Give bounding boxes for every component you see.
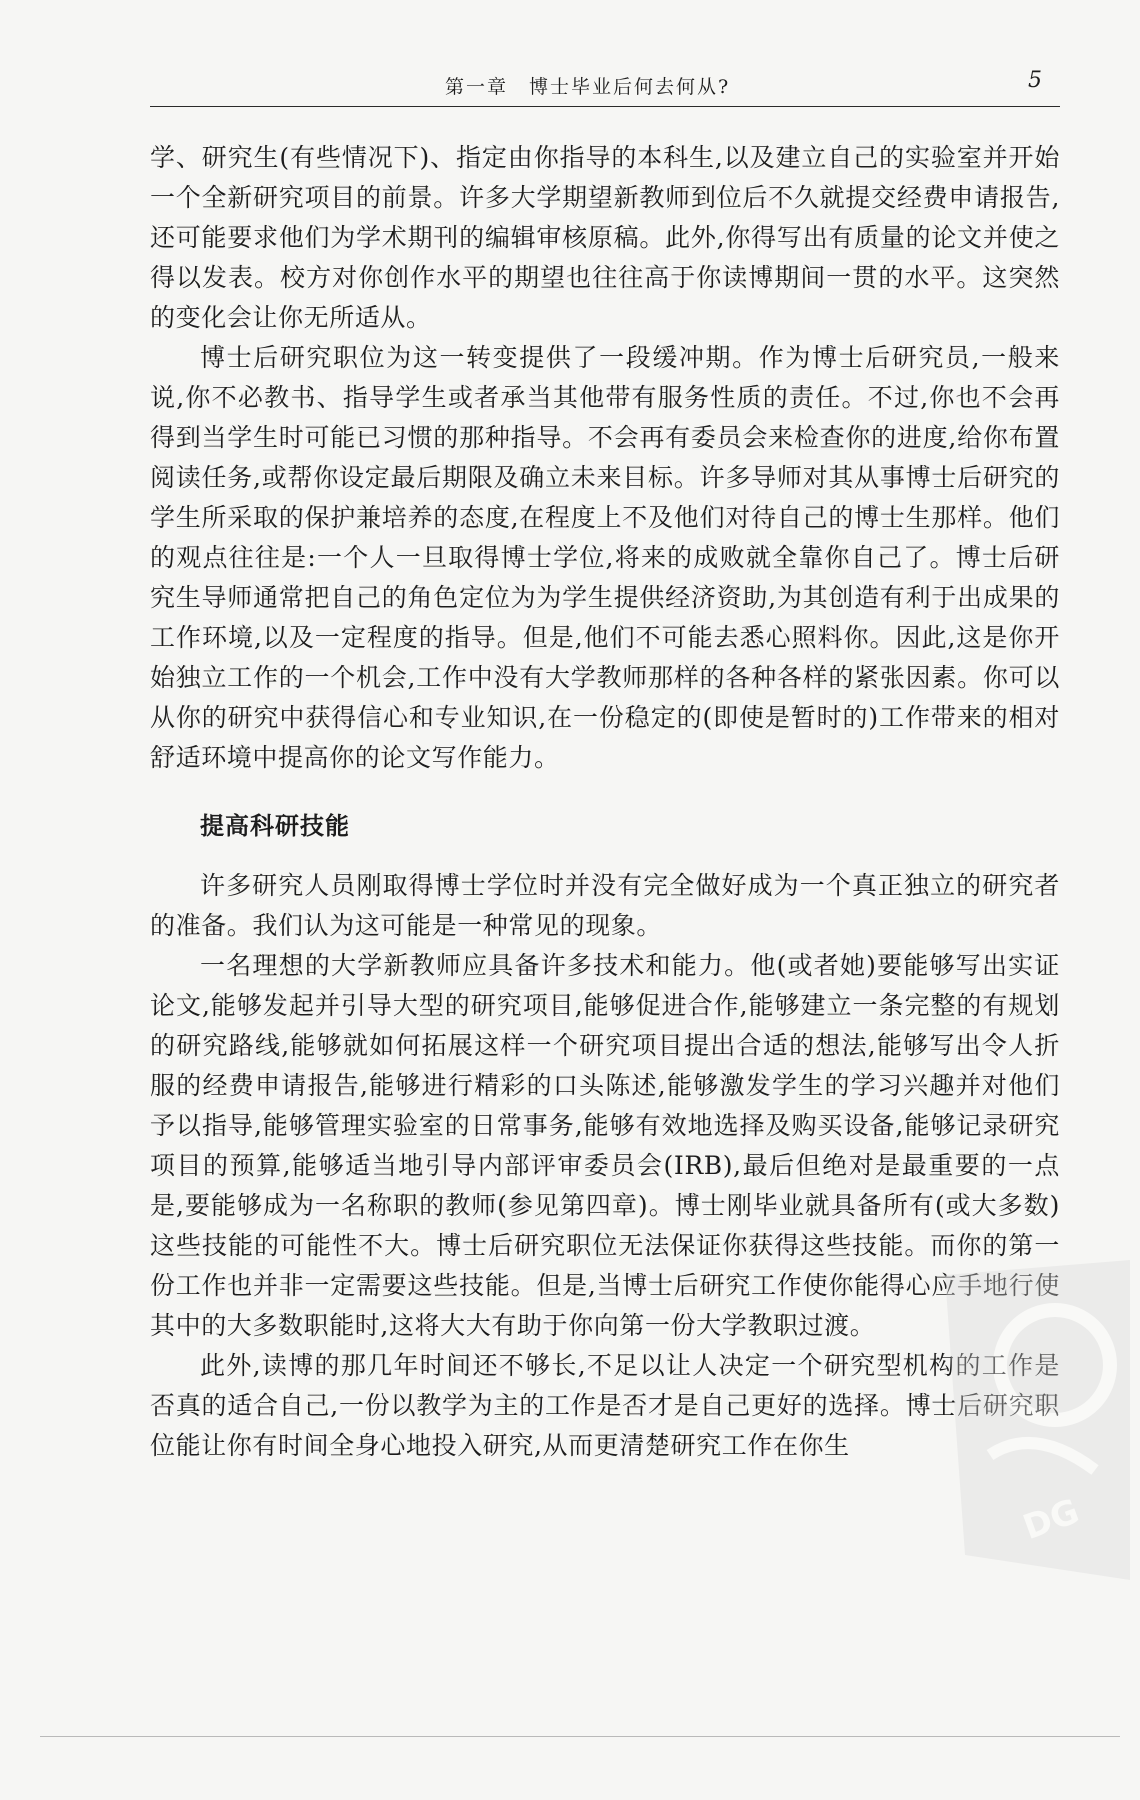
paragraph: 此外,读博的那几年时间还不够长,不足以让人决定一个研究型机构的工作是否真的适合自己,一份以教学为主的工作是否才是自己更好的选择。博士后研究职位能让你有时间全身心地投入研究,从而更清楚研究工作在你生 (150, 1351, 1060, 1460)
paragraph: 许多研究人员刚取得博士学位时并没有完全做好成为一个真正独立的研究者的准备。我们认为这可能是一种常见的现象。 (150, 871, 1060, 940)
page-number: 5 (1028, 68, 1042, 93)
header-divider (150, 106, 1060, 107)
watermark-text: DG (1018, 1491, 1085, 1549)
page-bottom-edge (40, 1736, 1120, 1737)
chapter-title: 第一章 博士毕业后何去何从? (445, 76, 731, 98)
running-header (0, 66, 1140, 106)
section-heading: 提高科研技能 (200, 812, 350, 840)
paragraph: 博士后研究职位为这一转变提供了一段缓冲期。作为博士后研究员,一般来说,你不必教书、指导学生或者承当其他带有服务性质的责任。不过,你也不会再得到当学生时可能已习惯的那种指导。不会再有委员会来检查你的进度,给你布置阅读任务,或帮你设定最后期限及确立未来目标。许多导师对其从事博士后研究的学生所采取的保护兼培养的态度,在程度上不及他们对待自己的博士生那样。他们的观点往往是:一个人一旦取得博士学位,将来的成败就全靠你自己了。博士后研究生导师通常把自己的角色定位为为学生提供经济资助,为其创造有利于出成果的工作环境,以及一定程度的指导。但是,他们不可能去悉心照料你。因此,这是你开始独立工作的一个机会,工作中没有大学教师那样的各种各样的紧张因素。你可以从你的研究中获得信心和专业知识,在一份稳定的(即使是暂时的)工作带来的相对舒适环境中提高你的论文写作能力。 (150, 343, 1061, 772)
paragraph: 一名理想的大学新教师应具备许多技术和能力。他(或者她)要能够写出实证论文,能够发起并引导大型的研究项目,能够促进合作,能够建立一条完整的有规划的研究路线,能够就如何拓展这样一个研究项目提出合适的想法,能够写出令人折服的经费申请报告,能够进行精彩的口头陈述,能够激发学生的学习兴趣并对他们予以指导,能够管理实验室的日常事务,能够有效地选择及购买设备,能够记录研究项目的预算,能够适当地引导内部评审委员会(IRB),最后但绝对是最重要的一点是,要能够成为一名称职的教师(参见第四章)。博士刚毕业就具备所有(或大多数)这些技能的可能性不大。博士后研究职位无法保证你获得这些技能。而你的第一份工作也并非一定需要这些技能。但是,当博士后研究工作使你能得心应手地行使其中的大多数职能时,这将大大有助于你向第一份大学教职过渡。 (150, 951, 1060, 1340)
paragraph-continued: 学、研究生(有些情况下)、指定由你指导的本科生,以及建立自己的实验室并开始一个全新研究项目的前景。许多大学期望新教师到位后不久就提交经费申请报告,还可能要求他们为学术期刊的编辑审核原稿。此外,你得写出有质量的论文并使之得以发表。校方对你创作水平的期望也往往高于你读博期间一贯的水平。这突然的变化会让你无所适从。 (150, 143, 1060, 332)
library-watermark-stamp (905, 1255, 1135, 1585)
